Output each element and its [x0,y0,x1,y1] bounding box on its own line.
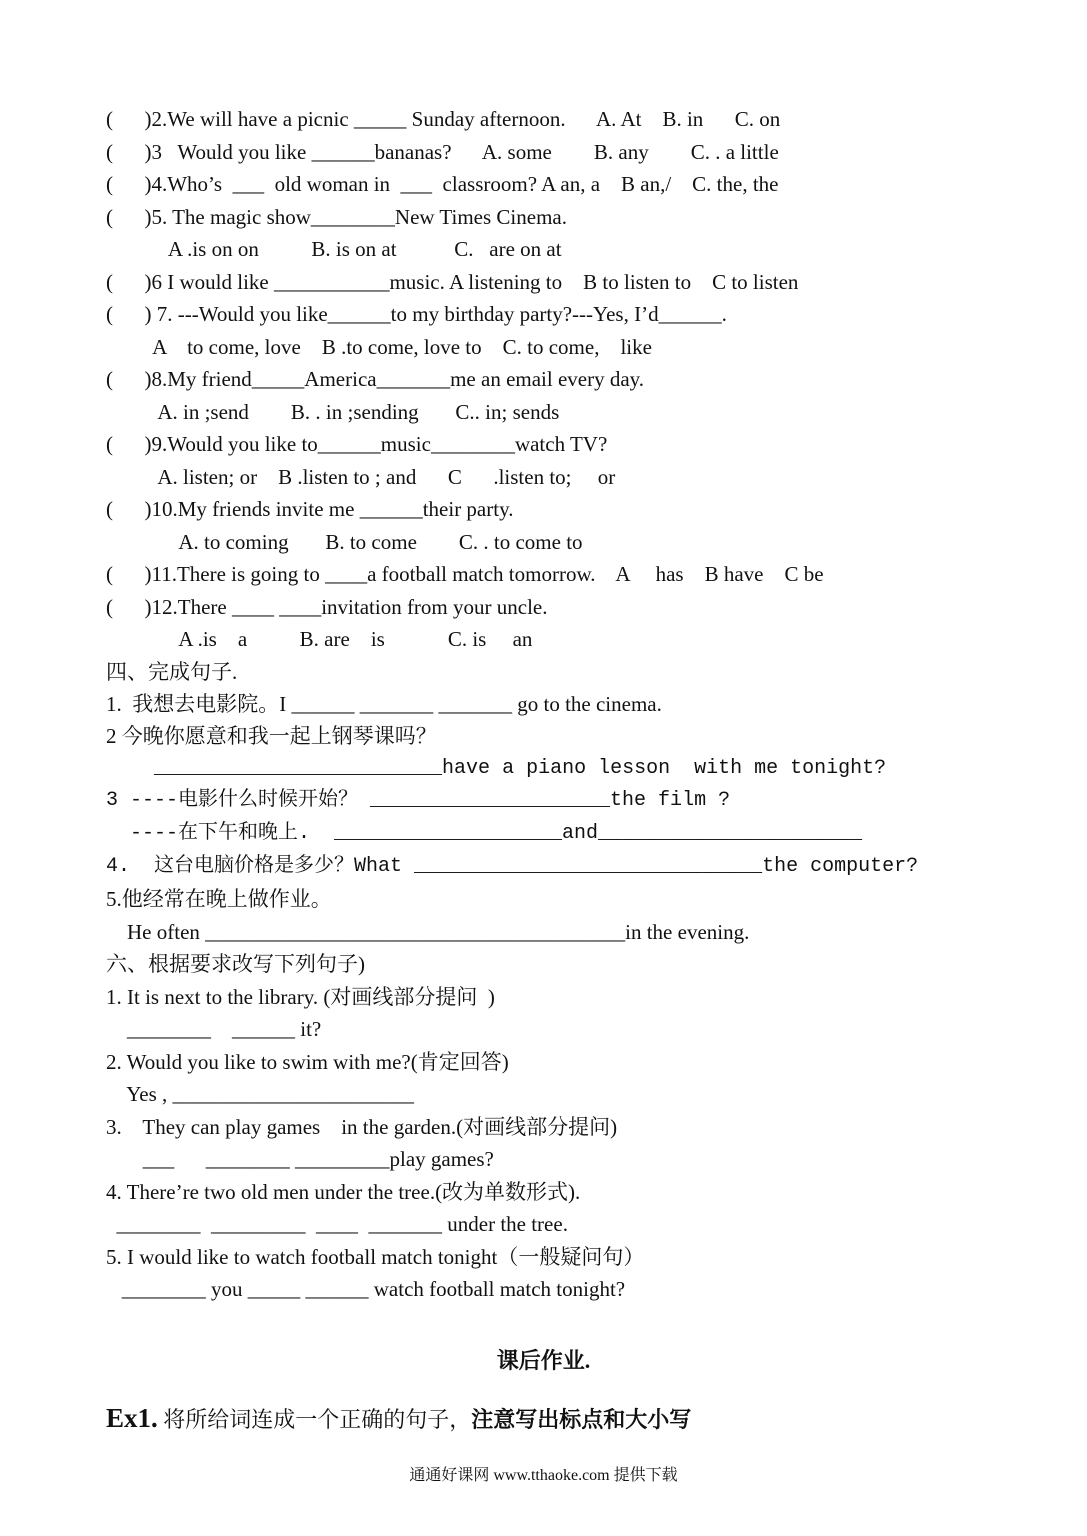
worksheet-line: 4. There’re two old men under the tree.(改为单数形式). [106,1180,581,1204]
worksheet-line: 四、完成句子. [106,660,238,684]
exercise-instruction: 将所给词连成一个正确的句子， [163,1407,472,1432]
worksheet-line: ( )10.My friends invite me ______their party. [106,497,514,521]
worksheet-line: ( )3 Would you like ______bananas? A. some B. any C. . a little [106,140,779,164]
worksheet-line: 3 ----电影什么时候开始？ ____________________the film ? [106,789,731,812]
worksheet-line: 1. 我想去电影院。I ______ _______ _______ go to the cinema. [106,692,662,716]
worksheet-line: ________ you _____ ______ watch football match tonight? [106,1277,626,1301]
worksheet-line: ( ) 7. ---Would you like______to my birthday party?---Yes, I’d______. [106,302,727,326]
page-footer: 通通好课网 www.tthaoke.com 提供下载 [409,1467,678,1484]
worksheet-line: Yes , _______________________ [106,1082,415,1106]
worksheet-line: He often ________________________________________in the evening. [106,920,750,944]
exercise-tag: Ex1. [106,1403,158,1433]
exercise-emphasis: 注意写出标点和大小写 [471,1407,692,1432]
worksheet-line: ( )12.There ____ ____invitation from your uncle. [106,595,548,619]
worksheet-line: 2. Would you like to swim with me?(肯定回答) [106,1050,509,1074]
worksheet-line: ( )4.Who’s ___ old woman in ___ classroom? A an, a B an,/ C. the, the [106,172,779,196]
worksheet-line: ( )8.My friend_____America_______me an email every day. [106,367,645,391]
worksheet-line: ( )5. The magic show________New Times Cinema. [106,205,567,229]
worksheet-line: 5.他经常在晚上做作业。 [106,887,332,911]
worksheet-line: ( )6 I would like ___________music. A listening to B to listen to C to listen [106,270,799,294]
worksheet-line: A .is a B. are is C. is an [106,627,533,651]
worksheet-line: A. in ;send B. . in ;sending C.. in; sends [106,400,560,424]
worksheet-line: ----在下午和晚上. ___________________and______________________ [106,822,863,845]
exercise-1 [106,1401,691,1437]
worksheet-line: A. listen; or B .listen to ; and C .listen to; or [106,465,616,489]
worksheet-line: 1. It is next to the library. (对画线部分提问 ) [106,985,495,1009]
worksheet-line: 3. They can play games in the garden.(对画线部分提问) [106,1115,618,1139]
worksheet-line: A. to coming B. to come C. . to come to [106,530,583,554]
worksheet-line: ________________________have a piano lesson with me tonight? [106,757,887,780]
worksheet-line: ________ ______ it? [106,1017,322,1041]
homework-heading: 课后作业. [496,1348,591,1373]
worksheet-line: ___ ________ _________play games? [106,1147,494,1171]
worksheet-line: ( )2.We will have a picnic _____ Sunday afternoon. A. At B. in C. on [106,107,781,131]
worksheet-line: ________ _________ ____ _______ under the tree. [106,1212,568,1236]
worksheet-line: 六、根据要求改写下列句子) [106,952,365,976]
worksheet-line: ( )11.There is going to ____a football match tomorrow. A has B have C be [106,562,824,586]
worksheet-line: A to come, love B .to come, love to C. to come, like [106,335,652,359]
worksheet-line: 4. 这台电脑价格是多少？What _____________________________the computer? [106,855,919,878]
worksheet-line: ( )9.Would you like to______music________watch TV? [106,432,608,456]
worksheet-line: 5. I would like to watch football match tonight（一般疑问句） [106,1245,645,1269]
worksheet-line: A .is on on B. is on at C. are on at [106,237,562,261]
worksheet-line: 2 今晚你愿意和我一起上钢琴课吗？ [106,724,437,748]
